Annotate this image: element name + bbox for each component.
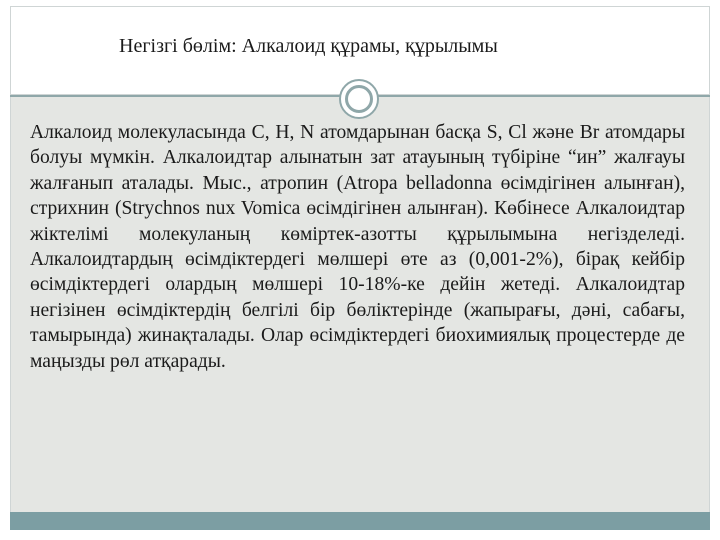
body-paragraph: Алкалоид молекуласында C, H, N атомдарынан басқа S, Cl және Br атомдары болуы мүмкін. Алкалоидтар алынатын зат атауының түбіріне “ин” жалғауы жалғанып аталады. Мыс., атропин (Atropa belladonna өсімдігінен алынған), стрихнин (Strychnos nux Vomica өсімдігінен алынған). Көбінесе Алкалоидтар жіктелімі молекуланың көміртек-азотты құрылымына негізделеді. Алкалоидтардың өсімдіктердегі мөлшері өте аз (0,001-2%), бірақ кейбір өсімдіктердегі олардың мөлшері 10-18%-ке дейін жетеді. Алкалоидтар негізінен өсімдіктердің белгілі бір бөліктерінде (жапырағы, дәні, сабағы, тамырында) жинақталады. Олар өсімдіктердегі биохимиялық процестерде де маңызды рөл атқарады.: [30, 122, 685, 372]
ring-ornament-icon: [339, 79, 379, 119]
slide-title: Негізгі бөлім: Алкалоид құрамы, құрылымы: [119, 35, 498, 57]
footer-bar: [10, 512, 710, 530]
